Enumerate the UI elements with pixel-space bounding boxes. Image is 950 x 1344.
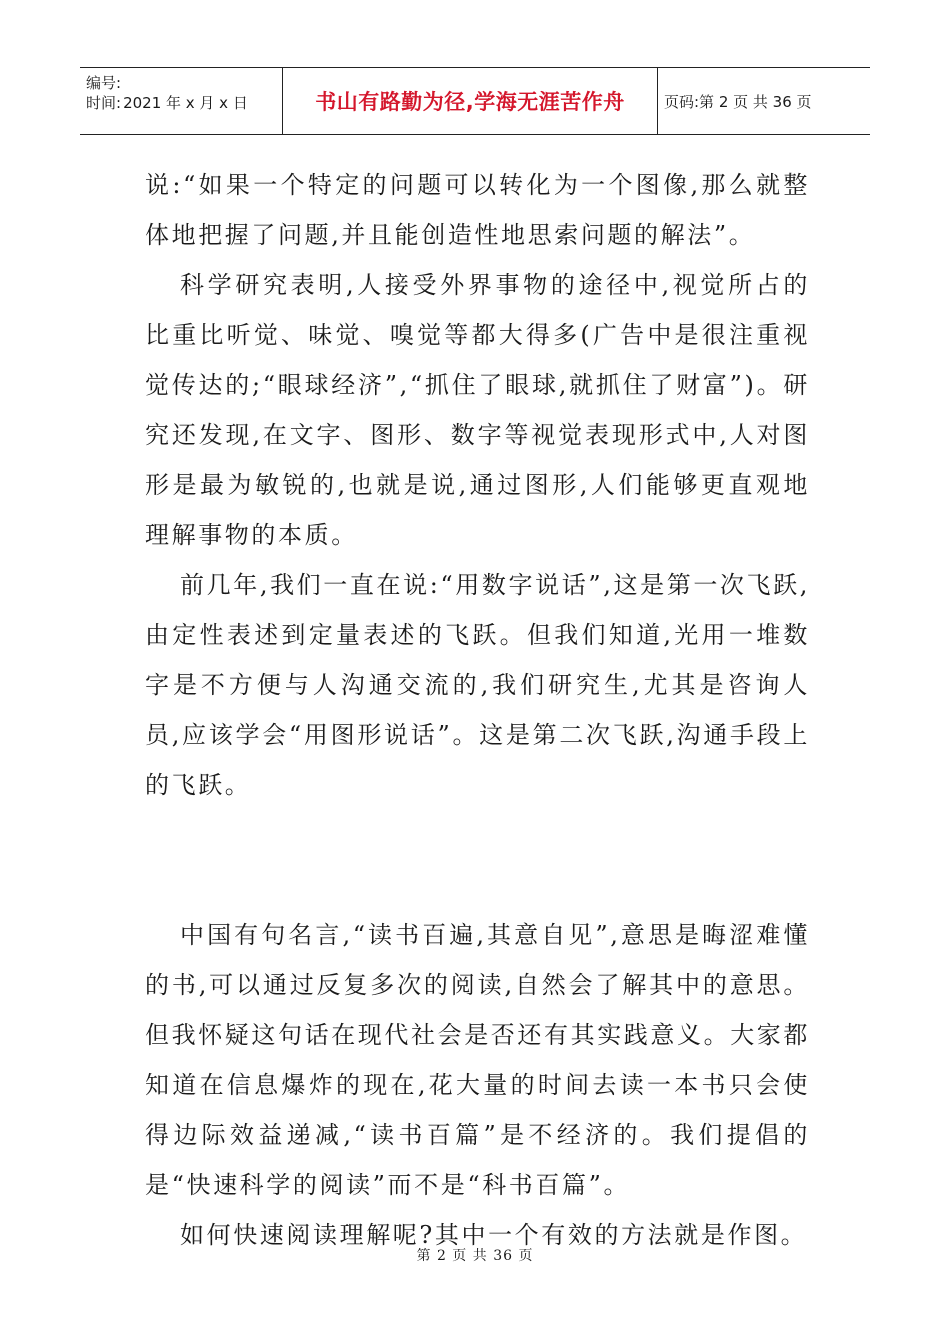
paragraph-3: 前几年,我们一直在说:“用数字说话”,这是第一次飞跃,由定性表述到定量表述的飞跃。但我们知道,光用一堆数字是不方便与人沟通交流的,我们研究生,尤其是咨询人员,应该学会“用图形说话”。这是第二次飞跃,沟通手段上的飞跃。 — [145, 571, 810, 799]
paragraph-5: 如何快速阅读理解呢?其中一个有效的方法就是作图。 — [180, 1221, 808, 1249]
paragraph-2: 科学研究表明,人接受外界事物的途径中,视觉所占的比重比听觉、味觉、嗅觉等都大得多(广告中是很注重视觉传达的;“眼球经济”,“抓住了眼球,就抓住了财富”)。研究还发现,在文字、图形、数字等视觉表现形式中,人对图形是最为敏锐的,也就是说,通过图形,人们能够更直观地理解事物的本质。 — [145, 271, 810, 549]
header-motto: 书山有路勤为径,学海无涯苦作舟 — [283, 68, 658, 134]
document-number-label: 编号: — [86, 74, 122, 92]
paragraph-4: 中国有句名言,“读书百遍,其意自见”,意思是晦涩难懂的书,可以通过反复多次的阅读,自然会了解其中的意思。但我怀疑这句话在现代社会是否还有其实践意义。大家都知道在信息爆炸的现在,花大量的时间去读一本书只会使得边际效益递减,“读书百篇”是不经济的。我们提倡的是“快速科学的阅读”而不是“科书百篇”。 — [145, 921, 810, 1199]
header-page-info: 页码:第 2 页 共 36 页 — [664, 92, 812, 111]
page-header — [80, 67, 870, 135]
document-number-line — [86, 73, 282, 93]
document-body — [145, 160, 810, 1260]
date-label: 时间: — [86, 94, 122, 112]
paragraph-spacer — [145, 810, 810, 910]
date-line — [86, 93, 282, 113]
paragraph-1: 说:“如果一个特定的问题可以转化为一个图像,那么就整体地把握了问题,并且能创造性地思索问题的解法”。 — [145, 171, 810, 249]
date-value: 2021 年 x 月 x 日 — [123, 94, 248, 112]
header-meta — [80, 68, 283, 134]
page-footer: 第 2 页 共 36 页 — [416, 1248, 534, 1264]
